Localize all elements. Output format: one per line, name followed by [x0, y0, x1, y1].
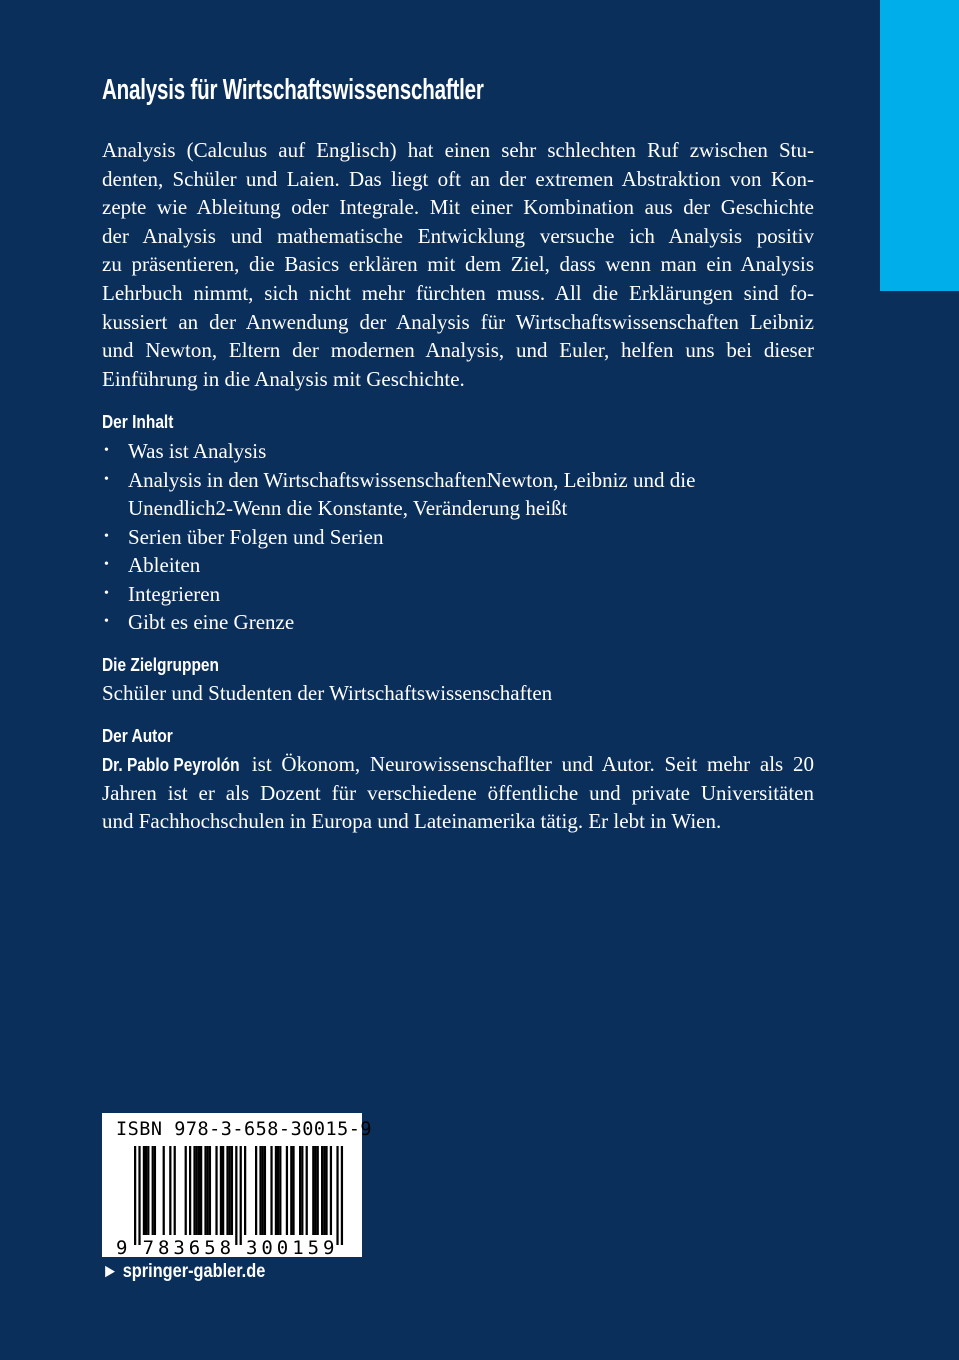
- barcode-bar: [259, 1146, 261, 1235]
- barcode-digit: 3: [246, 1237, 258, 1257]
- barcode-bar: [290, 1146, 292, 1235]
- description-line: und Newton, Eltern der modernen Analysis, und Euler, helfen uns bei dieser: [102, 338, 814, 363]
- barcode-digit: 9: [116, 1237, 128, 1257]
- list-item-text: Analysis in den WirtschaftswissenschaftenNewton, Leibniz und die: [128, 467, 696, 492]
- bullet-icon: •: [104, 557, 109, 572]
- bullet-icon: •: [104, 614, 109, 629]
- barcode-bar: [301, 1146, 303, 1235]
- author-line: und Fachhochschulen in Europa und Lateinamerika tätig. Er lebt in Wien.: [102, 809, 722, 834]
- barcode-bar: [147, 1146, 149, 1235]
- isbn-label: ISBN 978-3-658-30015-9: [116, 1119, 373, 1140]
- publisher-link-text[interactable]: springer-gabler.de: [122, 1261, 266, 1282]
- description-line: denten, Schüler und Laien. Das liegt oft an der extremen Abstraktion von Kon-: [102, 166, 814, 191]
- barcode-bar: [226, 1146, 228, 1235]
- barcode-bar: [262, 1146, 264, 1235]
- author-heading: Der Autor: [102, 726, 173, 746]
- list-item-text: Integrieren: [128, 581, 221, 606]
- barcode-bar: [336, 1146, 338, 1245]
- list-item: [102, 580, 695, 609]
- barcode-bar: [255, 1146, 257, 1235]
- list-item-text: Was ist Analysis: [128, 439, 267, 463]
- barcode-bar: [222, 1146, 224, 1235]
- barcode-bar: [198, 1146, 200, 1235]
- barcode-bar: [209, 1146, 211, 1235]
- list-item-continuation: [102, 494, 695, 523]
- barcode-bar: [145, 1146, 147, 1235]
- barcode-bar: [193, 1146, 195, 1235]
- list-item-text: Serien über Folgen und Serien: [128, 524, 384, 549]
- description-line: Lehrbuch nimmt, sich nicht mehr fürchten muss. All die Erklärungen sind fo-: [102, 280, 814, 305]
- barcode-digit: 8: [219, 1237, 232, 1257]
- barcode-digit: 6: [188, 1237, 201, 1257]
- barcode-bar: [196, 1146, 198, 1235]
- barcode-digit: 1: [292, 1237, 304, 1257]
- barcode-bar: [330, 1146, 332, 1235]
- description-line: Einführung in die Analysis mit Geschichte.: [102, 366, 465, 391]
- arrow-icon: ►: [102, 1261, 119, 1282]
- barcode-bar: [220, 1146, 222, 1235]
- barcode-bar: [341, 1146, 343, 1245]
- audience-heading: Die Zielgruppen: [102, 655, 219, 675]
- author-text: ist Ökonom, Neurowissenschaflter und Autor. Seit mehr als 20: [242, 752, 814, 776]
- barcode-bar: [154, 1146, 156, 1235]
- description-line: Analysis (Calculus auf Englisch) hat einen sehr schlechten Ruf zwischen Stu-: [102, 138, 814, 162]
- barcode-bar: [163, 1146, 165, 1235]
- barcode-bar: [286, 1146, 288, 1235]
- barcode-bar: [264, 1146, 266, 1235]
- barcode-bar: [138, 1146, 140, 1245]
- audience-text: Schüler und Studenten der Wirtschaftswissenschaften: [102, 681, 553, 705]
- description-line: zu präsentieren, die Basics erklären mit dem Ziel, dass wenn man ein Analysis: [102, 252, 814, 277]
- barcode-bar: [312, 1146, 314, 1235]
- barcode-bar: [143, 1146, 145, 1235]
- contents-list: [102, 437, 695, 637]
- barcode-bar: [314, 1146, 316, 1235]
- barcode-bar: [244, 1146, 246, 1235]
- bullet-icon: •: [104, 443, 109, 458]
- barcode-bar: [189, 1146, 191, 1235]
- bullet-icon: •: [104, 528, 109, 544]
- barcode-bar: [317, 1146, 319, 1235]
- barcode-bar: [279, 1146, 281, 1235]
- accent-strip: [880, 0, 959, 291]
- barcode-bar: [292, 1146, 294, 1235]
- barcode-bar: [169, 1146, 171, 1235]
- description-line: der Analysis und mathematische Entwicklung versuche ich Analysis positiv: [102, 223, 814, 248]
- list-item-text: Unendlich2-Wenn die Konstante, Veränderung heißt: [128, 496, 568, 520]
- barcode-bar: [204, 1146, 206, 1235]
- bullet-icon: •: [104, 471, 109, 487]
- barcode-digit: 8: [158, 1237, 170, 1257]
- list-item: [102, 466, 695, 495]
- barcode-digit: 7: [142, 1237, 155, 1257]
- barcode-bar: [306, 1146, 308, 1235]
- list-item: [102, 523, 695, 552]
- barcode-digit: 5: [307, 1237, 320, 1257]
- barcode-bar: [277, 1146, 279, 1235]
- list-item: [102, 437, 695, 466]
- barcode-bar: [240, 1146, 242, 1245]
- barcode-bar: [270, 1146, 272, 1235]
- barcode-bar: [174, 1146, 176, 1235]
- barcode-bar: [325, 1146, 327, 1235]
- description-line: zepte wie Ableitung oder Integrale. Mit einer Kombination aus der Geschichte: [102, 195, 814, 220]
- description: [102, 136, 814, 393]
- isbn-barcode: [102, 1113, 373, 1257]
- barcode-digit: 9: [323, 1237, 335, 1257]
- description-line: kussiert an der Anwendung der Analysis für Wirtschaftswissenschaften Leibniz: [102, 309, 814, 334]
- barcode-bar: [235, 1146, 237, 1245]
- barcode-bar: [185, 1146, 187, 1235]
- barcode-bar: [200, 1146, 202, 1235]
- barcode-digit: 5: [204, 1237, 216, 1257]
- list-item: [102, 608, 695, 637]
- barcode-digit: 3: [173, 1237, 185, 1257]
- barcode-bar: [299, 1146, 301, 1235]
- barcode-bar: [275, 1146, 277, 1235]
- list-item-text: Gibt es eine Grenze: [128, 610, 295, 634]
- list-item-text: Ableiten: [128, 553, 201, 577]
- barcode-bar: [229, 1146, 231, 1235]
- list-item: [102, 551, 695, 580]
- barcode-bar: [152, 1146, 154, 1235]
- author-line: Jahren ist er als Dozent für verschiedene öffentliche und private Universitäten: [102, 780, 814, 805]
- barcode-bar: [323, 1146, 325, 1235]
- author-line: [102, 750, 814, 779]
- contents-heading: Der Inhalt: [102, 412, 174, 432]
- barcode-bar: [134, 1146, 136, 1245]
- barcode-bar: [321, 1146, 323, 1235]
- barcode-bar: [215, 1146, 217, 1235]
- bullet-icon: •: [104, 585, 109, 601]
- barcode-bar: [207, 1146, 209, 1235]
- barcode-digit: 0: [276, 1237, 289, 1257]
- publisher-link[interactable]: [102, 1261, 265, 1283]
- barcode-digit: 0: [261, 1237, 273, 1257]
- author-name: Dr. Pablo Peyrolón: [102, 755, 240, 775]
- author-bio: [102, 750, 814, 836]
- book-title: Analysis für Wirtschaftswissenschaftler: [102, 74, 484, 106]
- barcode-bar: [231, 1146, 233, 1235]
